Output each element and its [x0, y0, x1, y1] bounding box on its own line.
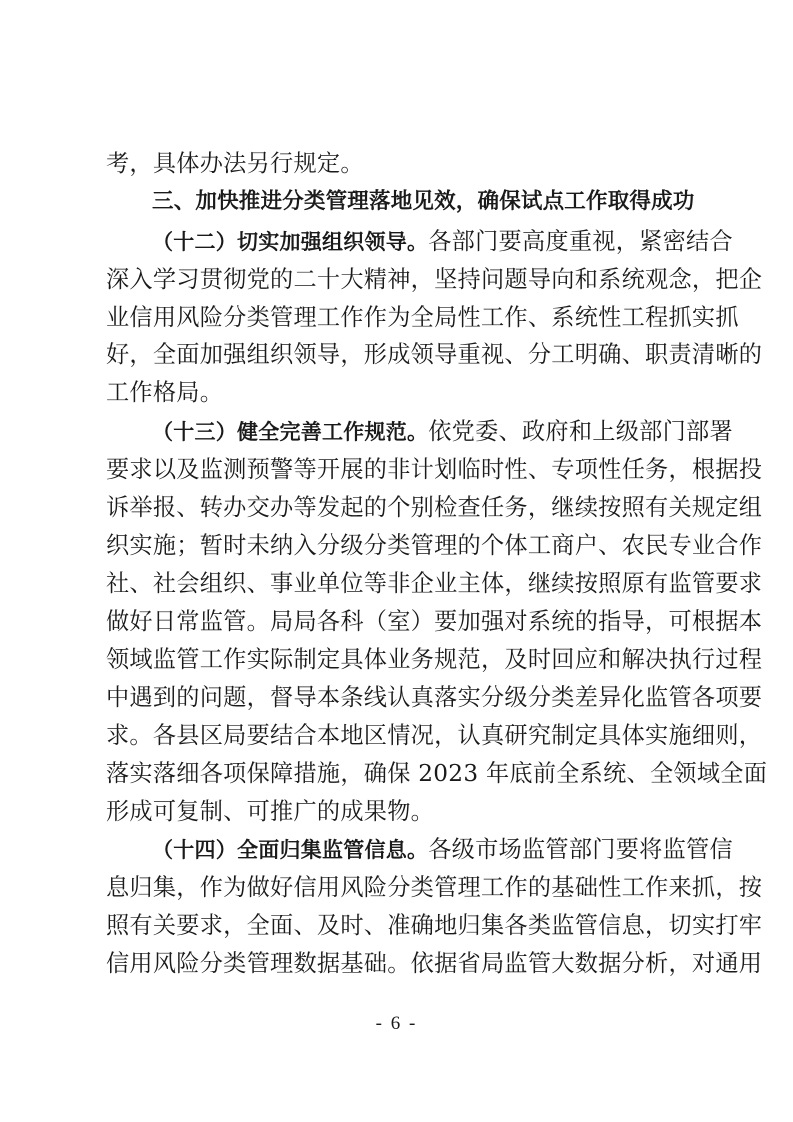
paragraph-text: 依党委、政府和上级部门部署	[428, 418, 733, 445]
paragraph-line: 织实施；暂时未纳入分级分类管理的个体工商户、农民专业合作	[106, 532, 763, 559]
paragraph-line: 做好日常监管。局局各科（室）要加强对系统的指导，可根据本	[106, 608, 763, 635]
paragraph-line: 落实落细各项保障措施，确保 2023 年底前全系统、全领域全面	[106, 760, 768, 787]
paragraph-line: 照有关要求，全面、及时、准确地归集各类监管信息，切实打牢	[106, 912, 763, 939]
paragraph-line: 形成可复制、可推广的成果物。	[106, 798, 435, 825]
paragraph-lead: （十二）切实加强组织领导。	[152, 230, 429, 254]
paragraph-line: 深入学习贯彻党的二十大精神，坚持问题导向和系统观念，把企	[106, 266, 763, 293]
paragraph-text: 各部门要高度重视，紧密结合	[428, 228, 733, 255]
paragraph-line: 信用风险分类管理数据基础。依据省局监管大数据分析，对通用	[106, 950, 763, 977]
paragraph-line: 要求以及监测预警等开展的非计划临时性、专项性任务，根据投	[106, 456, 763, 483]
paragraph-lead: （十三）健全完善工作规范。	[152, 420, 429, 444]
paragraph-line: 领域监管工作实际制定具体业务规范，及时回应和解决执行过程	[106, 646, 763, 673]
paragraph-line: 社、社会组织、事业单位等非企业主体，继续按照原有监管要求	[106, 570, 763, 597]
paragraph-text: 各级市场监管部门要将监管信	[428, 836, 733, 863]
text-line: 考，具体办法另行规定。	[106, 150, 364, 177]
paragraph-line: 息归集，作为做好信用风险分类管理工作的基础性工作来抓，按	[106, 874, 763, 901]
paragraph-line	[152, 224, 733, 260]
paragraph-lead: （十四）全面归集监管信息。	[152, 838, 429, 862]
paragraph-line: 好，全面加强组织领导，形成领导重视、分工明确、职责清晰的	[106, 341, 763, 368]
paragraph-line: 求。各县区局要结合本地区情况，认真研究制定具体实施细则，	[106, 722, 763, 749]
page-number: - 6 -	[375, 1013, 418, 1034]
paragraph-line: 诉举报、转办交办等发起的个别检查任务，继续按照有关规定组	[106, 494, 763, 521]
paragraph-line: 工作格局。	[106, 379, 224, 406]
paragraph-line: 业信用风险分类管理工作作为全局性工作、系统性工程抓实抓	[106, 304, 739, 331]
paragraph-line	[152, 414, 733, 450]
section-heading: 三、加快推进分类管理落地见效，确保试点工作取得成功	[152, 189, 695, 214]
paragraph-line	[152, 832, 733, 868]
paragraph-line: 中遇到的问题，督导本条线认真落实分级分类差异化监管各项要	[106, 684, 763, 711]
